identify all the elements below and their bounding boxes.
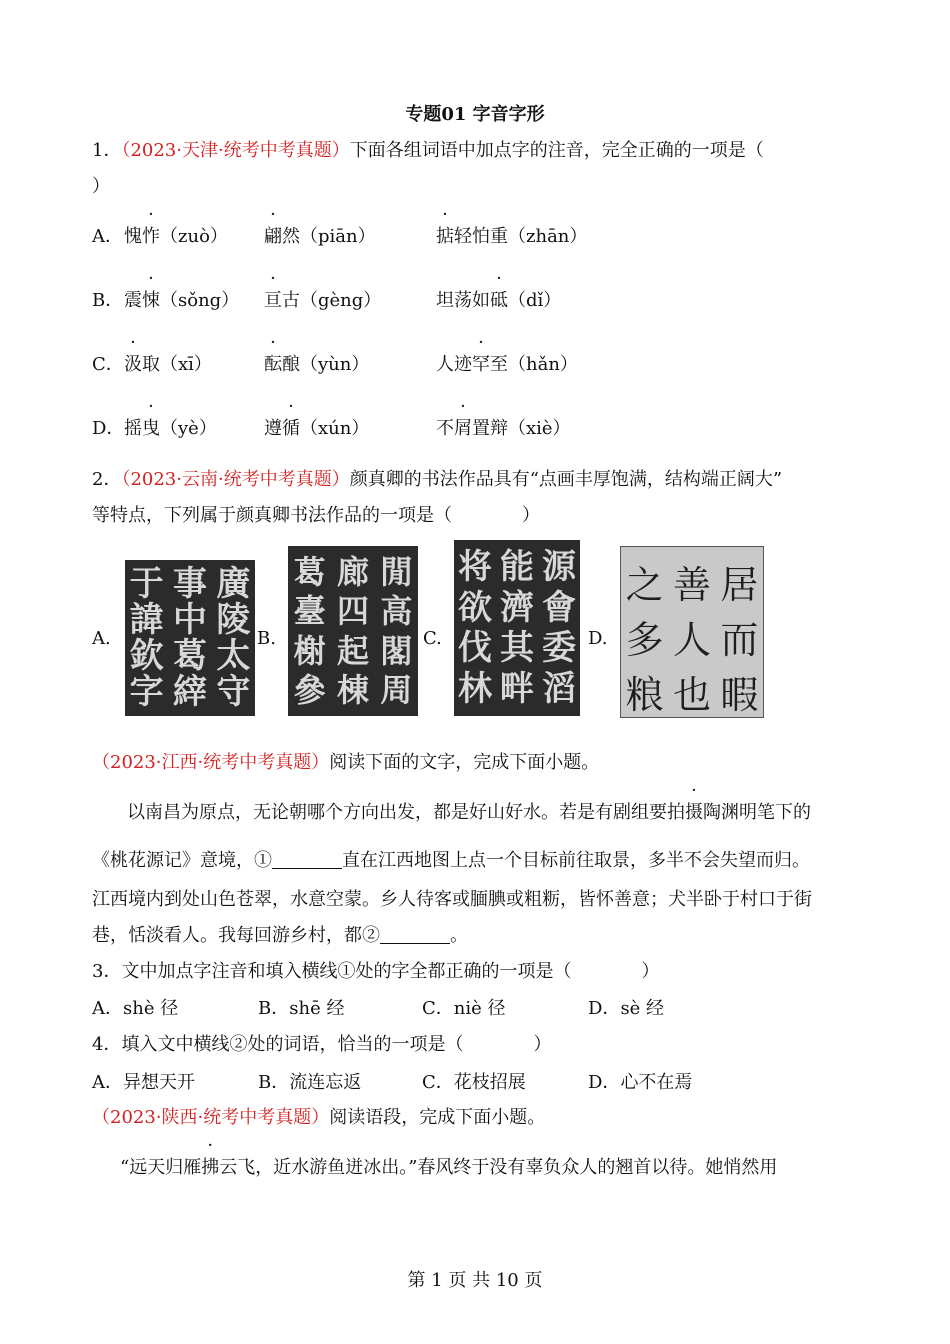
blank-2[interactable] xyxy=(380,925,450,944)
calligraphy-char: 閣 xyxy=(380,631,413,670)
option-c[interactable]: C．niè 径 xyxy=(422,998,506,1019)
question-3-stem: 3．文中加点字注音和填入横线①处的字全都正确的一项是（ ） xyxy=(92,961,660,982)
option-d[interactable]: D．心不在焉 xyxy=(588,1072,693,1093)
calligraphy-char: 閒 xyxy=(380,553,413,592)
question-number: 1． xyxy=(92,140,122,161)
calligraphy-char: 參 xyxy=(293,670,326,709)
dotted-char: 曳 xyxy=(142,418,160,439)
calligraphy-char: 人 xyxy=(672,617,711,662)
calligraphy-char: 欽 xyxy=(129,635,164,676)
option-label: C． xyxy=(92,354,124,375)
section-source: （2023·陕西·统考中考真题） xyxy=(92,1107,330,1128)
option-word: 坦荡如砥（dǐ） xyxy=(436,286,561,312)
calligraphy-char: 多 xyxy=(625,617,664,662)
calligraphy-char: 善 xyxy=(672,562,711,607)
dotted-char: 翩 xyxy=(264,226,282,247)
calligraphy-char: 守 xyxy=(216,671,251,712)
calligraphy-char: 葛 xyxy=(172,635,207,676)
option-c[interactable]: C．花枝招展 xyxy=(422,1072,526,1093)
calligraphy-image-c[interactable] xyxy=(454,540,580,716)
option-a[interactable]: A．异想天开 xyxy=(92,1072,195,1093)
passage-line: 巷，恬淡看人。我每回游乡村，都② 。 xyxy=(92,925,468,946)
option-b[interactable]: B．流连忘返 xyxy=(258,1072,362,1093)
calligraphy-char: 陵 xyxy=(216,600,251,641)
calligraphy-char: 字 xyxy=(129,671,164,712)
calligraphy-char: 暇 xyxy=(720,672,759,717)
calligraphy-char: 而 xyxy=(720,617,759,662)
option-word: 震悚（sǒng） xyxy=(124,286,239,312)
calligraphy-char: 于 xyxy=(129,564,164,605)
calligraphy-char: 其 xyxy=(500,628,534,669)
calligraphy-char: 事 xyxy=(172,564,207,605)
option-word: 不屑置辩（xiè） xyxy=(436,414,571,440)
calligraphy-char: 委 xyxy=(542,628,576,669)
question-text: 下面各组词语中加点字的注音，完全正确的一项是（ xyxy=(349,140,764,161)
dotted-char: 砥 xyxy=(490,290,508,311)
calligraphy-char: 欲 xyxy=(458,587,492,628)
calligraphy-char: 能 xyxy=(500,547,534,588)
option-word: 遵循（xún） xyxy=(264,414,369,440)
calligraphy-char: 太 xyxy=(216,635,251,676)
passage-line: “远天归雁拂云飞，近水游鱼迸冰出。”春风终于没有辜负众人的翘首以待。她悄然用 xyxy=(120,1153,777,1183)
calligraphy-char: 四 xyxy=(336,592,369,631)
option-label: B. xyxy=(257,628,276,649)
option-word: 掂轻怕重（zhān） xyxy=(436,222,587,248)
calligraphy-char: 棟 xyxy=(336,670,369,709)
calligraphy-image-d[interactable] xyxy=(620,546,764,718)
calligraphy-char: 源 xyxy=(542,547,576,588)
passage-line: 《桃花源记》意境，① 直在江西地图上点一个目标前往取景，多半不会失望而归。 xyxy=(92,850,810,871)
option-word: 亘古（gèng） xyxy=(264,286,381,312)
calligraphy-char: 葛 xyxy=(293,553,326,592)
calligraphy-char: 諱 xyxy=(129,600,164,641)
calligraphy-char: 中 xyxy=(172,600,207,641)
calligraphy-char: 周 xyxy=(380,670,413,709)
calligraphy-char: 高 xyxy=(380,592,413,631)
section-2-heading: （2023·陕西·统考中考真题）阅读语段，完成下面小题。 xyxy=(92,1107,546,1128)
calligraphy-char: 滔 xyxy=(542,668,576,709)
section-source: （2023·江西·统考中考真题） xyxy=(92,752,330,773)
option-word: 摇曳（yè） xyxy=(124,414,217,440)
calligraphy-char: 也 xyxy=(672,672,711,717)
question-2-stem xyxy=(92,465,782,495)
question-1-stem-end: ） xyxy=(92,176,110,197)
option-word: 酝酿（yùn） xyxy=(264,350,369,376)
option-word: 翩然（piān） xyxy=(264,222,376,248)
dotted-char: 汲 xyxy=(124,354,142,375)
calligraphy-image-a[interactable] xyxy=(125,560,255,716)
option-word: 愧怍（zuò） xyxy=(124,222,228,248)
calligraphy-char: 伐 xyxy=(458,628,492,669)
question-4-stem: 4．填入文中横线②处的词语，恰当的一项是（ ） xyxy=(92,1034,552,1055)
option-word: 汲取（xī） xyxy=(124,350,212,376)
question-text: 颜真卿的书法作品具有“点画丰厚饱满，结构端正阔大” xyxy=(349,469,783,490)
question-1-stem xyxy=(92,136,764,166)
calligraphy-char: 榭 xyxy=(293,631,326,670)
dotted-char: 循 xyxy=(282,418,300,439)
dotted-char: 掂 xyxy=(436,226,454,247)
calligraphy-char: 縡 xyxy=(172,671,207,712)
calligraphy-char: 之 xyxy=(625,562,664,607)
dotted-char: 怍 xyxy=(142,226,160,247)
calligraphy-char: 林 xyxy=(458,668,492,709)
dotted-char: 屑 xyxy=(454,418,472,439)
question-source: （2023·天津·统考中考真题） xyxy=(121,140,350,161)
page-footer: 第 1 页 共 10 页 xyxy=(407,1270,543,1291)
option-b[interactable]: B．shē 经 xyxy=(258,998,345,1019)
blank-1[interactable] xyxy=(272,850,342,869)
dotted-char: 悚 xyxy=(142,290,160,311)
dotted-char: 拂 xyxy=(201,1157,220,1178)
question-source: （2023·云南·统考中考真题） xyxy=(121,469,350,490)
calligraphy-char: 臺 xyxy=(293,592,326,631)
calligraphy-char: 廣 xyxy=(216,564,251,605)
option-label: D． xyxy=(92,418,125,439)
dotted-char: 罕 xyxy=(472,354,490,375)
calligraphy-char: 将 xyxy=(458,547,492,588)
option-label: B． xyxy=(92,290,124,311)
calligraphy-char: 廊 xyxy=(336,553,369,592)
calligraphy-char: 居 xyxy=(720,562,759,607)
option-label: C. xyxy=(423,628,442,649)
option-d[interactable]: D．sè 经 xyxy=(588,998,665,1019)
passage-line: 江西境内到处山色苍翠，水意空蒙。乡人待客或腼腆或粗粝，皆怀善意；犬半卧于村口于街 xyxy=(92,889,812,910)
option-word: 人迹罕至（hǎn） xyxy=(436,350,578,376)
section-1-heading: （2023·江西·统考中考真题）阅读下面的文字，完成下面小题。 xyxy=(92,752,600,773)
question-number: 2． xyxy=(92,469,122,490)
calligraphy-image-b[interactable] xyxy=(288,546,418,716)
dotted-char: 亘 xyxy=(264,290,282,311)
calligraphy-char: 粮 xyxy=(625,672,664,717)
option-label: A． xyxy=(92,226,123,247)
page-title: 专题01 字音字形 xyxy=(405,104,545,125)
question-2-stem-line2: 等特点，下列属于颜真卿书法作品的一项是（ ） xyxy=(92,505,540,526)
option-label: A. xyxy=(92,628,111,649)
option-a[interactable]: A．shè 径 xyxy=(92,998,179,1019)
passage-line: 以南昌为原点，无论朝哪个方向出发，都是好山好水。若是有剧组要拍摄陶渊明笔下的 xyxy=(127,798,811,828)
calligraphy-char: 會 xyxy=(542,587,576,628)
calligraphy-char: 起 xyxy=(336,631,369,670)
option-label: D. xyxy=(588,628,608,649)
calligraphy-char: 畔 xyxy=(500,668,534,709)
calligraphy-char: 濟 xyxy=(500,587,534,628)
dotted-char: 摄 xyxy=(685,802,703,823)
dotted-char: 酝 xyxy=(264,354,282,375)
